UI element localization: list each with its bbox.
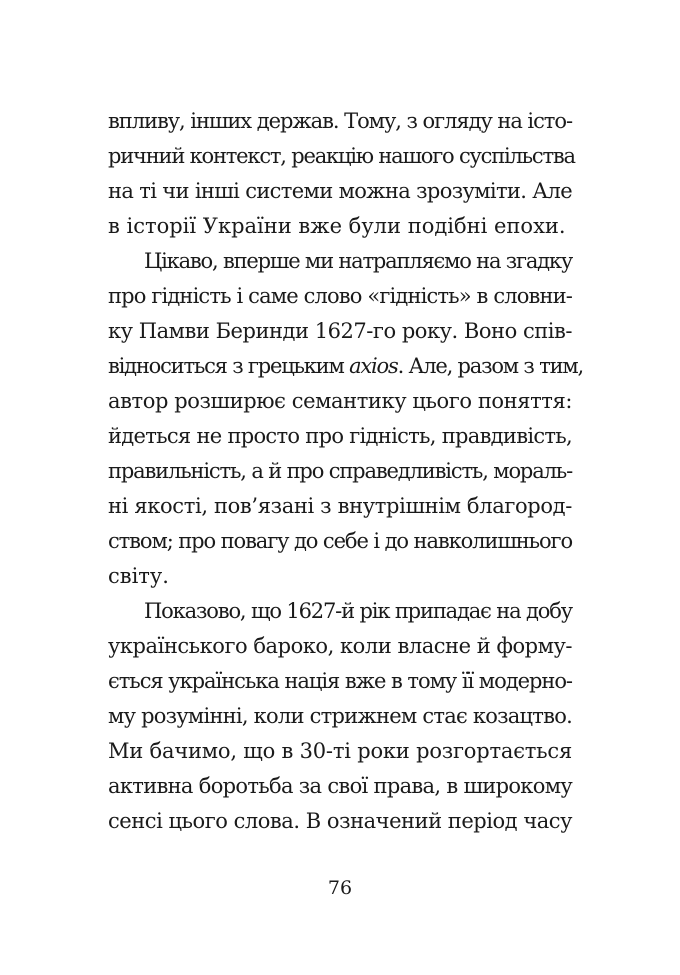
text-line: ється українська нація вже в тому її модерно- xyxy=(108,669,572,693)
text-segment: відноситься з грецьким xyxy=(108,354,350,378)
text-line: українського бароко, коли власне й форму- xyxy=(108,634,573,658)
text-line: Ми бачимо, що в 30-ті роки розгортається xyxy=(108,739,572,763)
text-line: в історії України вже були подібні епохи. xyxy=(108,214,566,238)
italic-term: axios xyxy=(349,354,398,378)
text-line: му розумінні, коли стрижнем стає козацтво. xyxy=(108,704,572,728)
text-line: ричний контекст, реакцію нашого суспільства xyxy=(108,144,575,168)
text-line: активна боротьба за свої права, в широкому xyxy=(108,774,572,798)
page-number: 76 xyxy=(327,877,353,899)
text-line: сенсі цього слова. В означений період часу xyxy=(108,809,572,833)
text-line: правильність, а й про справедливість, мораль- xyxy=(108,459,573,483)
text-line: про гідність і саме слово «гідність» в словни- xyxy=(108,284,572,308)
body-text xyxy=(108,104,583,839)
text-line xyxy=(108,349,583,384)
text-segment: . Але, разом з тим, xyxy=(397,354,583,378)
text-line: світу. xyxy=(108,564,169,588)
text-line: Цікаво, вперше ми натрапляємо на згадку xyxy=(144,249,573,273)
text-line: ні якості, пов’язані з внутрішнім благород- xyxy=(108,494,573,518)
text-line: автор розширює семантику цього поняття: xyxy=(108,389,572,413)
text-line: на ті чи інші системи можна зрозуміти. Але xyxy=(108,179,573,203)
text-line: впливу, інших держав. Тому, з огляду на істо- xyxy=(108,109,572,133)
text-line: Показово, що 1627-й рік припадає на добу xyxy=(144,599,572,623)
text-line: ством; про повагу до себе і до навколишнього xyxy=(108,529,572,553)
text-line: ку Памви Беринди 1627-го року. Воно спів- xyxy=(108,319,573,343)
text-line: йдеться не просто про гідність, правдивість, xyxy=(108,424,572,448)
